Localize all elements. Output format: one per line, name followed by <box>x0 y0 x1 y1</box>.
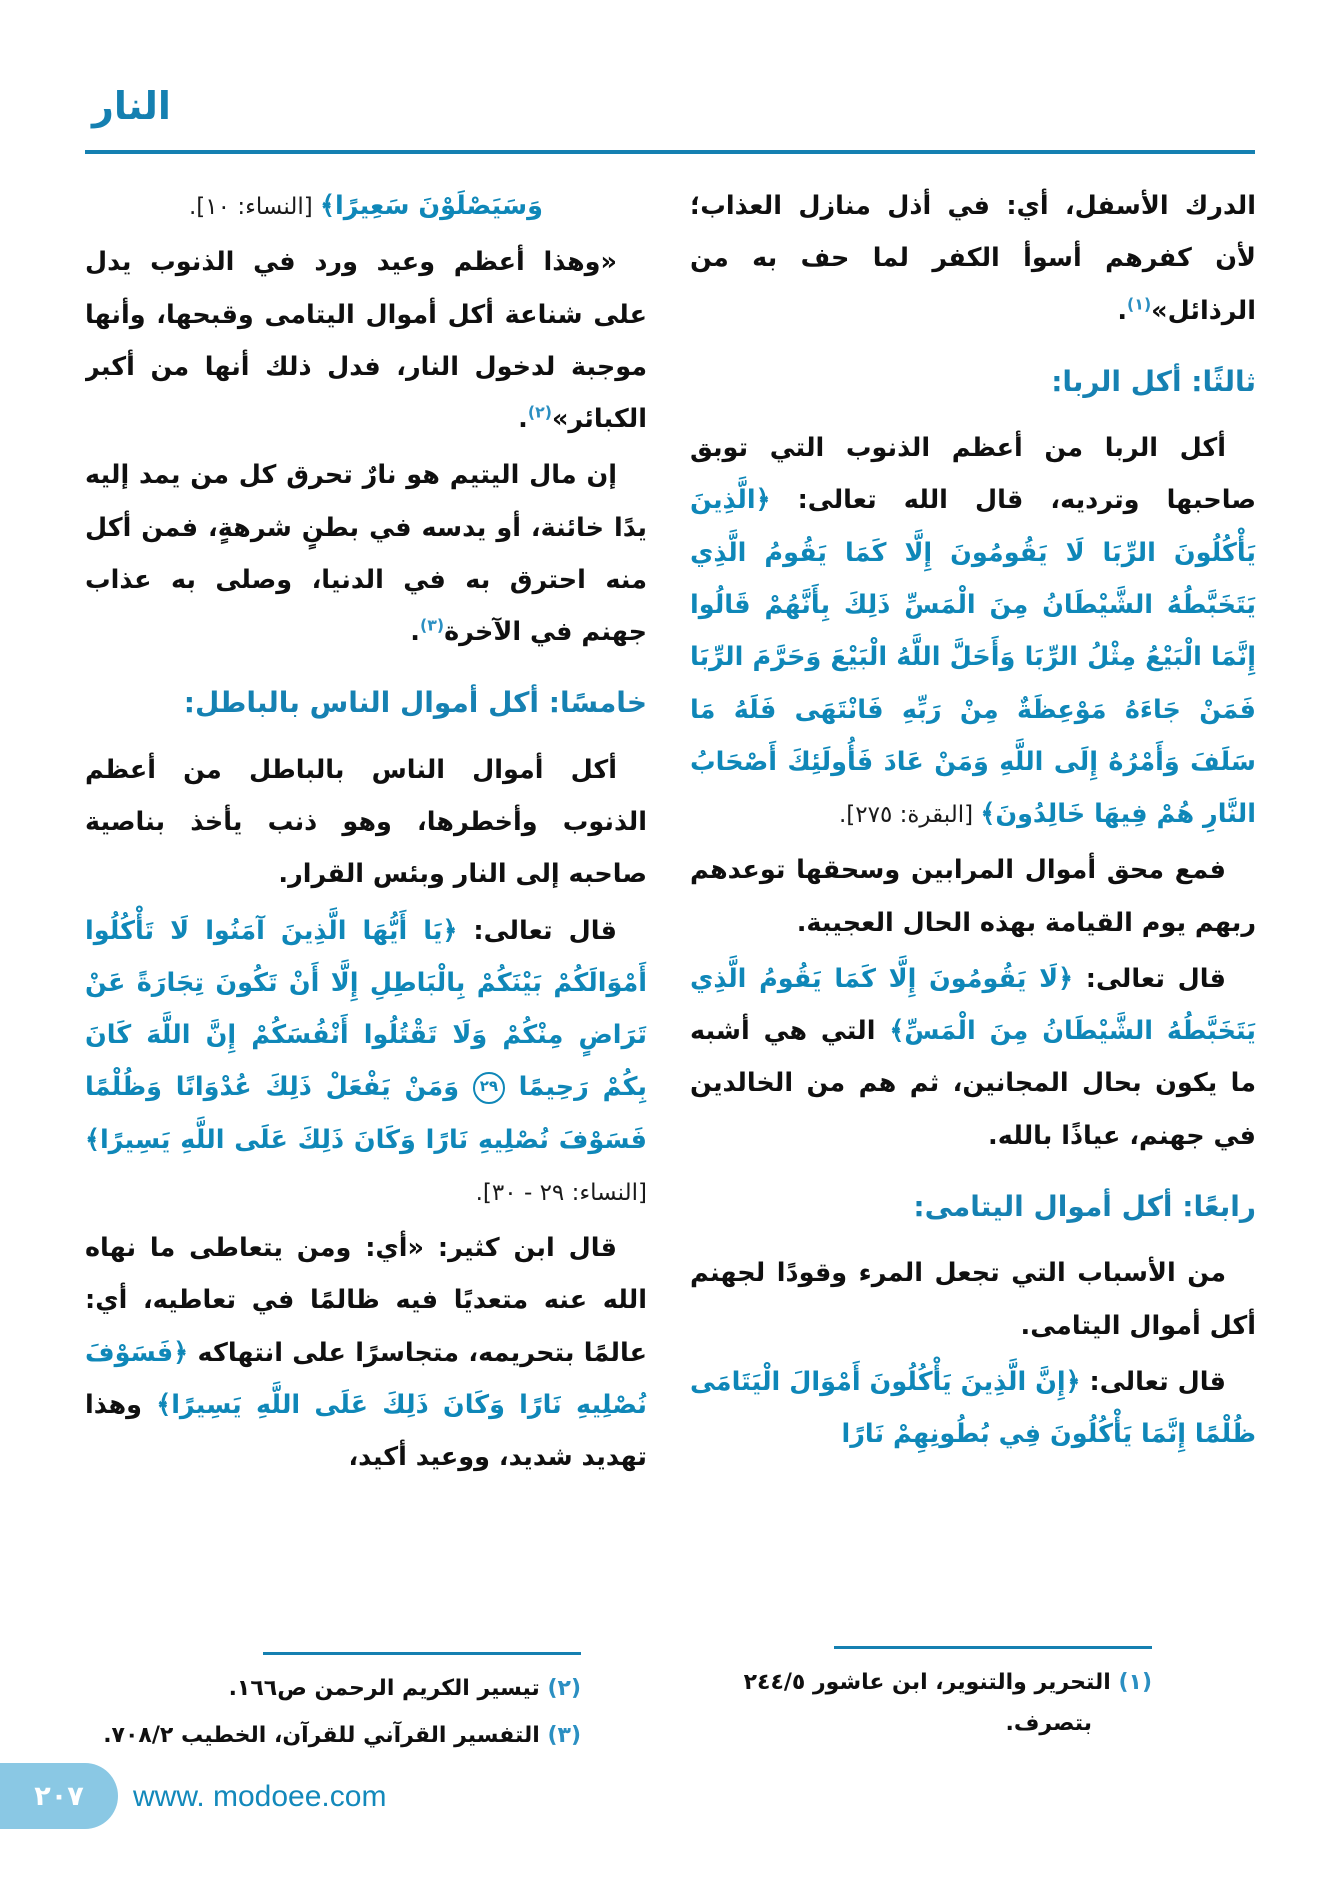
paragraph <box>690 1356 1256 1461</box>
verse-reference: [النساء: ١٠]. <box>189 194 321 220</box>
body-text: قال تعالى: <box>457 915 617 946</box>
body-text: قال تعالى: <box>1073 963 1226 994</box>
body-text: التي هي أشبه ما يكون بحال المجانين، ثم هم من الخالدين في جهنم، عياذًا بالله. <box>690 1016 1256 1151</box>
paragraph <box>85 1222 647 1483</box>
quran-verse: ﴿الَّذِينَ يَأْكُلُونَ الرِّبَا لَا يَقُومُونَ إِلَّا كَمَا يَقُومُ الَّذِي يَتَخَبَّطُهُ الشَّيْطَانُ مِنَ الْمَسِّ ذَلِكَ بِأَنَّهُمْ قَالُوا إِنَّمَا الْبَيْعُ مِثْلُ الرِّبَا وَأَحَلَّ اللَّهُ الْبَيْعَ وَحَرَّمَ الرِّبَا فَمَنْ جَاءَهُ مَوْعِظَةٌ مِنْ رَبِّهِ فَانْتَهَى فَلَهُ مَا سَلَفَ وَأَمْرُهُ إِلَى اللَّهِ وَمَنْ عَادَ فَأُولَئِكَ أَصْحَابُ النَّارِ هُمْ فِيهَا خَالِدُونَ﴾ <box>690 485 1256 830</box>
footnote-number: (٢) <box>547 1676 581 1701</box>
footnote-marker: (١) <box>1127 294 1152 314</box>
footnote-list <box>85 1669 581 1756</box>
quran-verse: ﴿لَا يَقُومُونَ إِلَّا كَمَا يَقُومُ الَّذِي يَتَخَبَّطُهُ الشَّيْطَانُ مِنَ الْمَسِّ﴾ <box>690 963 1256 1047</box>
body-text: قال تعالى: <box>1080 1366 1226 1397</box>
body-text: من الأسباب التي تجعل المرء وقودًا لجهنم أكل أموال اليتامى. <box>690 1258 1256 1341</box>
page-number: ٢٠٧ <box>34 1780 84 1812</box>
body-text: «وهذا أعظم وعيد ورد في الذنوب يدل على شناعة أكل أموال اليتامى وقبحها، وأنها موجبة لدخول النار، فدل ذلك أنها من أكبر الكبائر» <box>85 247 647 435</box>
website-text: www. modoee.com <box>133 1780 387 1813</box>
quran-verse: ﴿يَا أَيُّهَا الَّذِينَ آمَنُوا لَا تَأْكُلُوا أَمْوَالَكُمْ بَيْنَكُمْ بِالْبَاطِلِ إِلَّا أَنْ تَكُونَ تِجَارَةً عَنْ تَرَاضٍ مِنْكُمْ وَلَا تَقْتُلُوا أَنْفُسَكُمْ إِنَّ اللَّهَ كَانَ بِكُمْ رَحِيمًا <box>85 915 647 1103</box>
quran-verse: وَسَيَصْلَوْنَ سَعِيرًا﴾ <box>320 191 543 221</box>
body-text: . <box>410 617 420 648</box>
section-heading <box>85 674 647 731</box>
body-text: . <box>518 404 528 435</box>
paragraph <box>690 1247 1256 1352</box>
paragraph <box>85 744 647 901</box>
body-text: خامسًا: أكل أموال الناس بالباطل: <box>183 686 647 720</box>
paragraph <box>85 905 647 1219</box>
body-text: الدرك الأسفل، أي: في أذل منازل العذاب؛ لأن كفرهم أسوأ الكفر لما حف به من الرذائل» <box>690 191 1256 326</box>
verse-reference: [النساء: ٢٩ - ٣٠]. <box>475 1179 647 1206</box>
footnote <box>85 1669 581 1710</box>
page-number-badge <box>0 1763 118 1829</box>
body-text: . <box>1117 295 1128 326</box>
footnote-number: (١) <box>1118 1670 1152 1695</box>
section-heading <box>690 1178 1256 1235</box>
paragraph <box>690 422 1256 840</box>
footnotes-right-column <box>690 1646 1256 1750</box>
body-text: فمع محق أموال المرابين وسحقها توعدهم ربهم يوم القيامة بهذه الحال العجيبة. <box>690 855 1256 938</box>
footnote-text: التحرير والتنوير، ابن عاشور ٢٤٤/٥ بتصرف. <box>743 1670 1119 1736</box>
footnote-marker: (٣) <box>419 615 445 635</box>
body-text: أكل أموال الناس بالباطل من أعظم الذنوب وأخطرها، وهو ذنب يأخذ بناصية صاحبه إلى النار وبئس القرار. <box>85 754 647 890</box>
footnote-list <box>690 1663 1152 1744</box>
body-text: إن مال اليتيم هو نارٌ تحرق كل من يمد إليه يدًا خائنة، أو يدسه في بطنٍ شرهةٍ، فمن أكل منه احترق به في الدنيا، وصلى به عذاب جهنم في الآخرة <box>85 460 647 648</box>
paragraph <box>690 180 1256 337</box>
paragraph <box>85 180 647 232</box>
verse-reference: [البقرة: ٢٧٥]. <box>838 802 981 829</box>
footnote-number: (٣) <box>547 1722 581 1748</box>
column-left <box>85 180 647 1640</box>
quran-verse: ﴿فَسَوْفَ نُصْلِيهِ نَارًا وَكَانَ ذَلِكَ عَلَى اللَّهِ يَسِيرًا﴾ <box>85 1337 647 1420</box>
paragraph <box>85 449 647 658</box>
paragraph <box>85 236 647 445</box>
footnotes-left-column <box>85 1652 647 1762</box>
footnote <box>690 1663 1152 1744</box>
paragraph <box>690 953 1256 1162</box>
body-text: ثالثًا: أكل الربا: <box>1051 364 1256 398</box>
quran-verse: ﴿إِنَّ الَّذِينَ يَأْكُلُونَ أَمْوَالَ الْيَتَامَى ظُلْمًا إِنَّمَا يَأْكُلُونَ فِي بُطُونِهِمْ نَارًا <box>690 1366 1256 1450</box>
section-heading <box>690 353 1256 410</box>
ayah-number: ٢٩ <box>473 1072 505 1104</box>
footnote-text: التفسير القرآني للقرآن، الخطيب ٧٠٨/٢. <box>103 1722 548 1748</box>
paragraph <box>690 844 1256 949</box>
quran-verse: وَمَنْ يَفْعَلْ ذَلِكَ عُدْوَانًا وَظُلْمًا فَسَوْفَ نُصْلِيهِ نَارًا وَكَانَ ذَلِكَ عَلَى اللَّهِ يَسِيرًا﴾ <box>85 1072 647 1155</box>
body-text: رابعًا: أكل أموال اليتامى: <box>913 1189 1256 1223</box>
header-rule <box>85 150 1255 154</box>
body-text: أكل الربا من أعظم الذنوب التي توبق صاحبها وترديه، قال الله تعالى: <box>690 433 1256 516</box>
footnote-marker: (٢) <box>527 402 552 422</box>
body-text: قال ابن كثير: «أي: ومن يتعاطى ما نهاه الله عنه متعديًا فيه ظالمًا في تعاطيه، أي: عالمًا بتحريمه، متجاسرًا على انتهاكه <box>85 1233 647 1368</box>
page-header-title: النار <box>92 84 171 128</box>
footnote <box>85 1716 581 1757</box>
footnote-separator <box>834 1646 1152 1649</box>
body-text: وهذا تهديد شديد، ووعيد أكيد، <box>85 1389 647 1473</box>
column-right <box>690 180 1256 1640</box>
footnote-text: تيسير الكريم الرحمن ص١٦٦. <box>228 1676 548 1701</box>
footnote-separator <box>263 1652 581 1655</box>
